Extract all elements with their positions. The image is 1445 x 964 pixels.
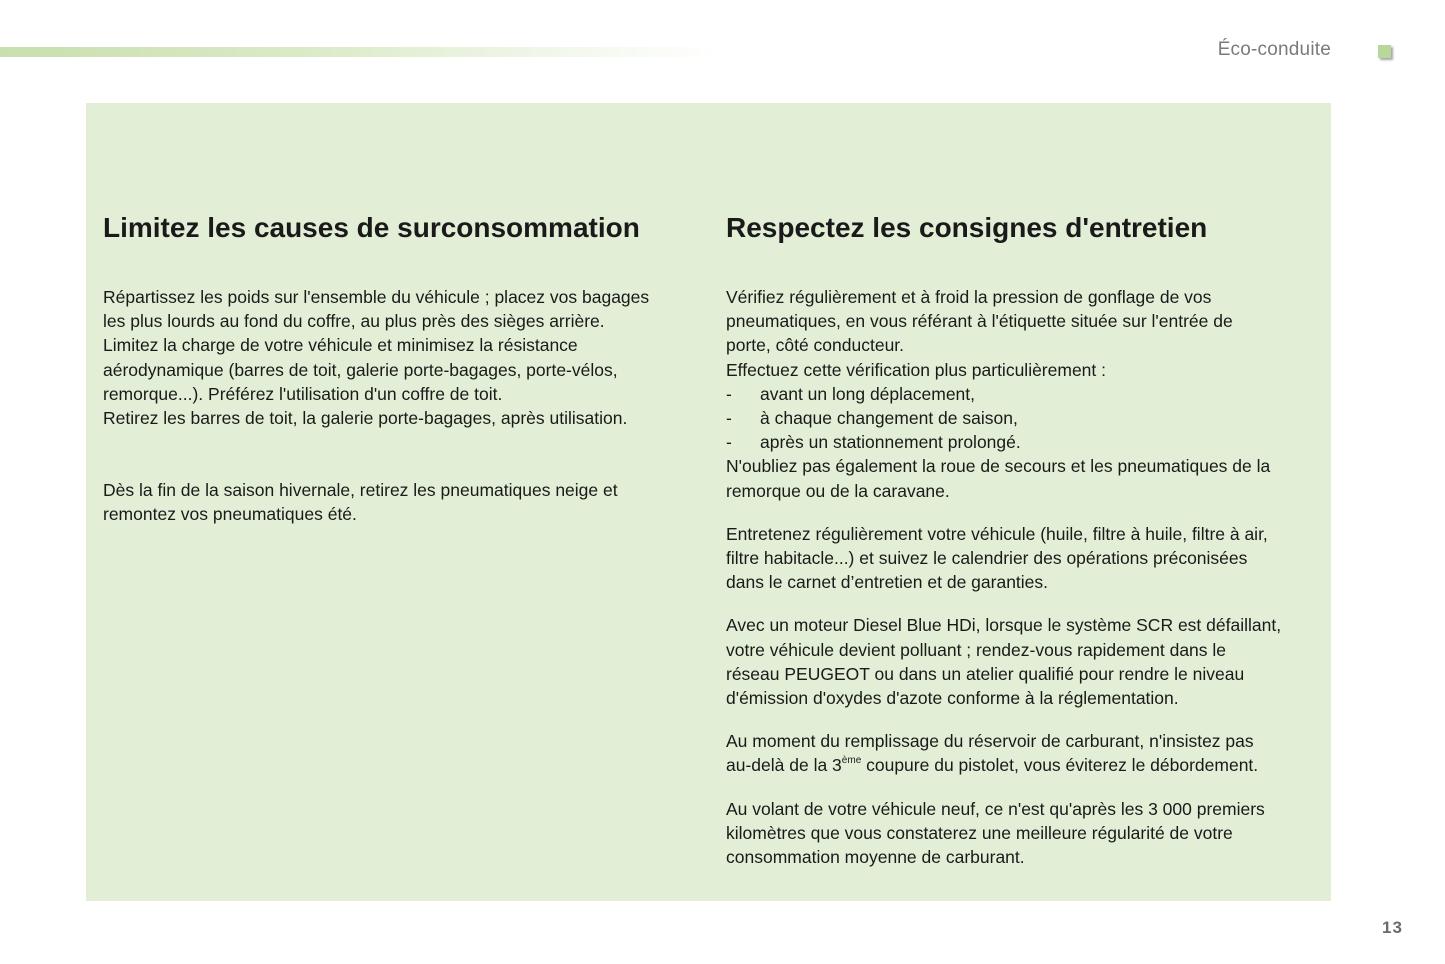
spacer [726, 710, 1324, 729]
content-panel [86, 103, 1331, 901]
text-line: Limitez la charge de votre véhicule et minimisez la résistance [103, 335, 578, 356]
text-line: consommation moyenne de carburant. [726, 847, 1025, 868]
right-paragraph-4 [726, 729, 1324, 777]
text-line: dans le carnet d’entretien et de garanties. [726, 572, 1049, 593]
spacer [726, 594, 1324, 613]
bullet-dash: - [726, 408, 732, 429]
text-line: Avec un moteur Diesel Blue HDi, lorsque le système SCR est défaillant, [726, 615, 1282, 636]
right-paragraph-5 [726, 797, 1324, 870]
right-paragraph-3 [726, 613, 1324, 710]
list-item-text: à chaque changement de saison, [760, 408, 1018, 429]
left-paragraph-2 [103, 478, 703, 526]
right-paragraph-2 [726, 522, 1324, 595]
section-marker-square [1378, 45, 1391, 58]
left-heading: Limitez les causes de surconsommation [103, 212, 640, 243]
list-item [726, 382, 1324, 406]
spacer [726, 778, 1324, 797]
right-heading: Respectez les consignes d'entretien [726, 212, 1208, 243]
text-line: les plus lourds au fond du coffre, au plus près des sièges arrière. [103, 311, 605, 332]
text-line: N'oubliez pas également la roue de secours et les pneumatiques de la [726, 456, 1271, 477]
text-line: Au volant de votre véhicule neuf, ce n'est qu'après les 3 000 premiers [726, 798, 1265, 819]
text-line: pneumatiques, en vous référant à l'étiquette située sur l'entrée de [726, 311, 1233, 332]
right-column [726, 211, 1324, 869]
text-line: Dès la fin de la saison hivernale, retirez les pneumatiques neige et [103, 480, 618, 501]
text-line: Vérifiez régulièrement et à froid la pression de gonflage de vos [726, 287, 1212, 307]
text-line: Retirez les barres de toit, la galerie porte-bagages, après utilisation. [103, 408, 628, 429]
spacer [103, 430, 703, 478]
list-item-text: après un stationnement prolongé. [760, 432, 1021, 453]
text-line: Effectuez cette vérification plus particulièrement : [726, 359, 1107, 380]
left-paragraph-1 [103, 285, 703, 430]
text-line: Entretenez régulièrement votre véhicule (huile, filtre à huile, filtre à air, [726, 523, 1268, 544]
page-number: 13 [1382, 918, 1403, 937]
text-line: remorque ou de la caravane. [726, 480, 950, 501]
text-line: porte, côté conducteur. [726, 335, 905, 356]
text-fragment: au-delà de la 3 [726, 755, 842, 776]
text-line: Répartissez les poids sur l'ensemble du véhicule ; placez vos bagages [103, 287, 650, 307]
section-title: Éco-conduite [1217, 39, 1331, 60]
text-fragment: coupure du pistolet, vous éviterez le débordement. [861, 755, 1259, 776]
left-column [103, 211, 703, 527]
right-paragraph-1 [726, 285, 1324, 503]
text-line [726, 753, 1324, 777]
text-line: filtre habitacle...) et suivez le calendrier des opérations préconisées [726, 548, 1248, 569]
text-line: aérodynamique (barres de toit, galerie porte-bagages, porte-vélos, [103, 359, 618, 380]
header-decorative-rule [0, 47, 720, 57]
bullet-dash: - [726, 383, 732, 404]
bullet-dash: - [726, 432, 732, 453]
text-line: Au moment du remplissage du réservoir de carburant, n'insistez pas [726, 731, 1254, 752]
list-item [726, 406, 1324, 430]
text-line: d'émission d'oxydes d'azote conforme à la réglementation. [726, 688, 1179, 709]
list-item [726, 430, 1324, 454]
text-line: votre véhicule devient polluant ; rendez-vous rapidement dans le [726, 639, 1227, 660]
spacer [726, 503, 1324, 522]
text-line: réseau PEUGEOT ou dans un atelier qualifié pour rendre le niveau [726, 663, 1245, 684]
text-line: remontez vos pneumatiques été. [103, 504, 357, 525]
list-item-text: avant un long déplacement, [760, 383, 976, 404]
ordinal-superscript: ème [841, 755, 862, 767]
text-line: remorque...). Préférez l'utilisation d'un coffre de toit. [103, 383, 503, 404]
text-line: kilomètres que vous constaterez une meilleure régularité de votre [726, 822, 1233, 843]
